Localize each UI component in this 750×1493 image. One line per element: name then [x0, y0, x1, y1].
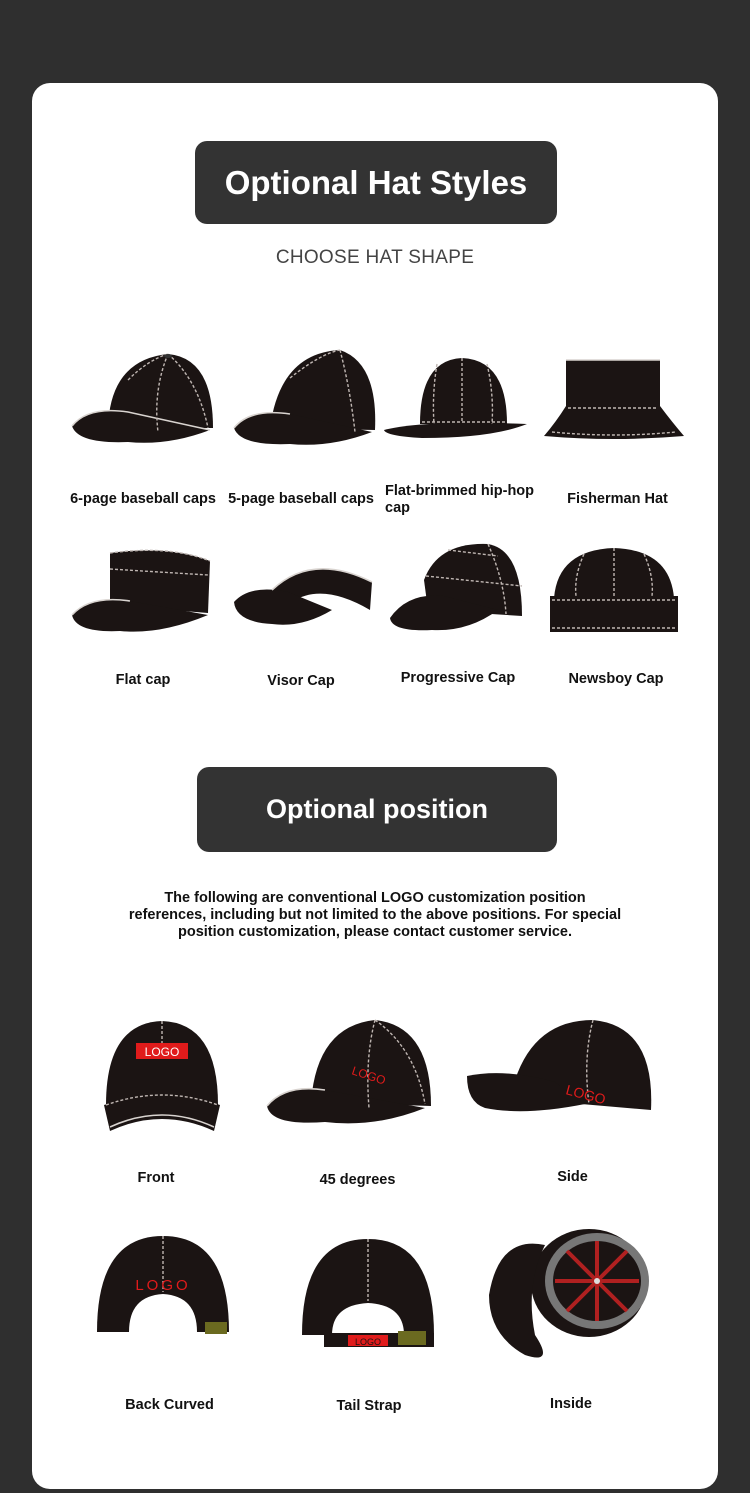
45-degree-logo-cap-image [265, 1018, 435, 1130]
position-label-2: 45 degrees [319, 1172, 396, 1188]
front-logo-cap-image [100, 1015, 225, 1135]
tail-strap-logo-cap-image [298, 1235, 438, 1350]
hat-style-label-5: Flat cap [115, 672, 171, 688]
hat-style-label-4: Fisherman Hat [567, 491, 668, 507]
position-label-4: Back Curved [125, 1397, 214, 1413]
hat-style-label-3: Flat-brimmed hip-hop cap [385, 483, 535, 516]
inside-logo-cap-image [485, 1225, 650, 1365]
five-panel-cap-image [230, 348, 380, 453]
hat-style-label-7: Progressive Cap [400, 670, 516, 686]
progressive-cap-image [388, 540, 528, 635]
position-label-5: Tail Strap [336, 1398, 402, 1414]
flat-cap-image [70, 545, 215, 635]
flat-brim-cap-image [382, 354, 532, 439]
hat-styles-subtitle: CHOOSE HAT SHAPE [275, 247, 475, 268]
hat-style-label-1: 6-page baseball caps [70, 491, 216, 507]
hat-style-label-6: Visor Cap [267, 673, 335, 689]
back-curved-logo-cap-image [95, 1232, 235, 1347]
fisherman-hat-image [542, 356, 687, 441]
visor-cap-image [232, 552, 377, 632]
hat-styles-title: Optional Hat Styles [195, 141, 557, 224]
hat-style-label-8: Newsboy Cap [568, 671, 664, 687]
side-logo-cap-image [465, 1018, 655, 1120]
tail-logo-text: LOGO [354, 1337, 382, 1347]
position-label-6: Inside [550, 1396, 592, 1412]
positions-description: The following are conventional LOGO customization position references, including but not limited to the above positions. For special position customization, please contact customer service. [128, 890, 622, 940]
position-label-3: Side [557, 1169, 588, 1185]
hat-style-label-2: 5-page baseball caps [228, 491, 374, 507]
newsboy-cap-image [548, 546, 680, 638]
six-panel-cap-image [68, 350, 218, 450]
front-logo-text: LOGO [144, 1045, 180, 1059]
side-logo-text: LOGO [564, 1081, 608, 1108]
back-logo-text: LOGO [135, 1277, 191, 1294]
45-logo-text: LOGO [350, 1063, 388, 1088]
positions-title: Optional position [197, 767, 557, 852]
position-label-1: Front [137, 1170, 175, 1186]
